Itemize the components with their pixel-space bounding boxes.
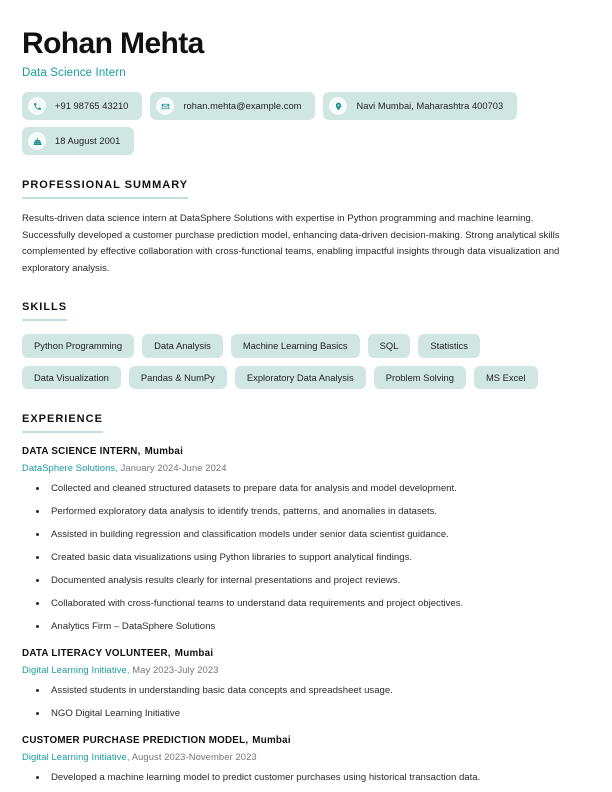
section-header-summary — [22, 179, 188, 199]
experience-bullet-list — [22, 482, 590, 634]
summary-paragraph: Results-driven data science intern at DataSphere Solutions with expertise in Python programming and machine learning. Successfully developed a customer purchase prediction model, enhancing data-driven decision-making. Strong analytical skills complemented by effective collaboration with cross-functional teams, enabling impactful insights through data visualization and exploratory analysis. — [22, 213, 560, 274]
experience-meta — [22, 751, 590, 762]
skill-tag: Statistics — [418, 334, 480, 357]
skill-tag: Data Visualization — [22, 366, 121, 389]
job-title: Data Science Intern — [22, 67, 126, 80]
skills-list — [22, 334, 582, 389]
skill-tag: Data Analysis — [142, 334, 223, 357]
section-professional-summary — [22, 175, 590, 277]
experience-bullet: Assisted students in understanding basic data concepts and spreadsheet usage. — [22, 684, 590, 698]
phone-icon — [28, 97, 46, 115]
experience-role — [22, 648, 590, 659]
section-experience — [22, 409, 590, 785]
location-icon — [329, 97, 347, 115]
experience-role — [22, 735, 590, 746]
email-icon — [156, 97, 174, 115]
experience-dates: August 2023-November 2023 — [129, 751, 257, 763]
experience-list — [22, 446, 590, 785]
contact-badge-email[interactable] — [150, 92, 315, 120]
experience-item — [22, 648, 590, 721]
section-header-skills — [22, 301, 67, 321]
experience-bullet: Analytics Firm – DataSphere Solutions — [22, 620, 590, 634]
experience-bullet: Collaborated with cross-functional teams to understand data requirements and project objectives. — [22, 597, 590, 611]
experience-role-location: Mumbai — [174, 647, 214, 659]
experience-role-title: CUSTOMER PURCHASE PREDICTION MODEL, — [22, 735, 249, 747]
section-header-experience — [22, 413, 103, 433]
experience-meta — [22, 462, 590, 473]
experience-role-location: Mumbai — [252, 735, 291, 747]
contact-badges — [22, 92, 590, 155]
resume-header — [22, 28, 590, 155]
skill-tag: Exploratory Data Analysis — [235, 366, 366, 389]
contact-row-secondary — [22, 127, 590, 155]
experience-bullet-list — [22, 771, 590, 785]
section-rule-summary — [22, 197, 188, 199]
experience-bullet: Performed exploratory data analysis to identify trends, patterns, and anomalies in datasets. — [22, 505, 590, 519]
experience-bullet: Assisted in building regression and classification models under senior data scientist guidance. — [22, 528, 590, 542]
section-rule-skills — [22, 319, 67, 321]
skill-tag: SQL — [368, 334, 411, 357]
contact-badge-birthday[interactable] — [22, 127, 134, 155]
experience-bullet: Collected and cleaned structured datasets to prepare data for analysis and model development. — [22, 482, 590, 496]
experience-company: Digital Learning Initiative, — [22, 751, 130, 763]
section-title-skills: SKILLS — [22, 301, 68, 314]
skill-tag: Problem Solving — [374, 366, 466, 389]
skill-tag: Machine Learning Basics — [231, 334, 360, 357]
experience-item — [22, 446, 590, 634]
experience-bullet: NGO Digital Learning Initiative — [22, 707, 590, 721]
experience-bullet: Documented analysis results clearly for internal presentations and project reviews. — [22, 574, 590, 588]
experience-bullet: Created basic data visualizations using Python libraries to support analytical findings. — [22, 551, 590, 565]
page-title: Rohan Mehta — [22, 27, 204, 60]
experience-dates: May 2023-July 2023 — [129, 663, 219, 675]
skill-tag: Python Programming — [22, 334, 134, 357]
experience-item — [22, 735, 590, 785]
contact-location-text: Navi Mumbai, Maharashtra 400703 — [356, 101, 504, 112]
experience-dates: January 2024-June 2024 — [117, 462, 227, 474]
contact-birthday-text: 18 August 2001 — [55, 136, 121, 147]
birthday-cake-icon — [28, 132, 46, 150]
contact-email-text: rohan.mehta@example.com — [183, 101, 302, 112]
experience-role-location: Mumbai — [144, 446, 184, 458]
contact-phone-text: +91 98765 43210 — [55, 101, 129, 112]
experience-role-title: DATA LITERACY VOLUNTEER, — [22, 647, 171, 659]
experience-role — [22, 446, 590, 457]
section-title-experience: EXPERIENCE — [22, 413, 103, 426]
skill-tag: Pandas & NumPy — [129, 366, 227, 389]
experience-meta — [22, 664, 590, 675]
experience-company: Digital Learning Initiative, — [22, 663, 130, 675]
section-title-summary: PROFESSIONAL SUMMARY — [22, 179, 189, 192]
contact-badge-phone[interactable] — [22, 92, 142, 120]
experience-role-title: DATA SCIENCE INTERN, — [22, 446, 141, 458]
contact-badge-location[interactable] — [323, 92, 517, 120]
experience-bullet-list — [22, 684, 590, 721]
experience-company: DataSphere Solutions, — [22, 462, 118, 474]
experience-bullet: Developed a machine learning model to predict customer purchases using historical transaction data. — [22, 771, 590, 785]
section-rule-experience — [22, 431, 103, 433]
skill-tag: MS Excel — [474, 366, 538, 389]
section-skills — [22, 297, 590, 389]
contact-row-primary — [22, 92, 590, 120]
